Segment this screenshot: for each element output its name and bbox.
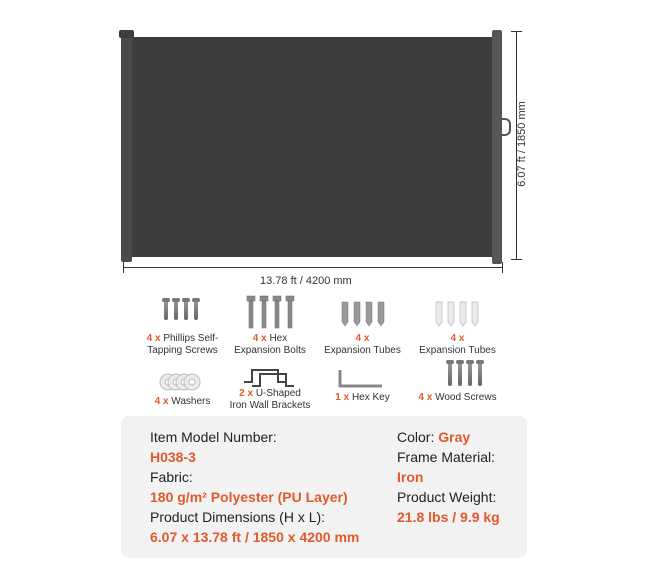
hex-expansion-bolts-icon	[244, 294, 296, 330]
spec-color-row	[397, 427, 522, 447]
awning-fabric	[132, 37, 494, 257]
part-name: Hex	[269, 333, 288, 344]
part-qty: 2 x	[239, 388, 254, 399]
part-hex-expansion-bolts	[225, 333, 315, 357]
spec-color-label: Color:	[397, 429, 435, 445]
part-name: Wood Screws	[435, 392, 497, 403]
part-phillips-screws	[135, 333, 230, 357]
spec-fabric-label: Fabric:	[150, 469, 193, 485]
washers-icon	[158, 372, 204, 392]
part-qty: 1 x	[335, 392, 350, 403]
width-dimension-cap-left	[123, 262, 124, 273]
part-expansion-tubes-white	[410, 333, 505, 357]
hex-key-icon	[336, 368, 386, 390]
height-dimension-cap-top	[511, 31, 522, 32]
expansion-tubes-white-icon	[434, 300, 480, 328]
pull-handle	[497, 118, 511, 136]
part-u-shaped-brackets	[220, 388, 320, 412]
spec-right-column	[397, 427, 522, 527]
spec-weight-label: Product Weight:	[397, 489, 497, 505]
width-dimension-line	[124, 267, 502, 268]
spec-frame-label: Frame Material:	[397, 449, 496, 465]
part-name-line2: Expansion Tubes	[324, 345, 401, 356]
part-name-line2: Tapping Screws	[147, 345, 218, 356]
part-name-line2: Expansion Bolts	[234, 345, 306, 356]
phillips-screws-icon	[160, 298, 200, 324]
u-shaped-brackets-icon	[240, 364, 300, 388]
part-name-line2: Expansion Tubes	[419, 345, 496, 356]
part-name-line2: Iron Wall Brackets	[229, 400, 311, 411]
part-name: Washers	[171, 396, 211, 407]
spec-model-label: Item Model Number:	[150, 429, 277, 445]
spec-left-column	[150, 427, 390, 547]
height-dimension-cap-bottom	[511, 259, 522, 260]
part-washers	[135, 396, 230, 408]
width-dimension-cap-right	[502, 262, 503, 273]
spec-color-value: Gray	[438, 429, 471, 445]
awning-cassette	[492, 30, 502, 264]
spec-dims-label: Product Dimensions (H x L):	[150, 509, 326, 525]
spec-fabric-value: 180 g/m² Polyester (PU Layer)	[150, 489, 348, 505]
part-expansion-tubes-gray	[315, 333, 410, 357]
wood-screws-icon	[444, 360, 484, 388]
part-hex-key	[315, 392, 410, 404]
part-name: Phillips Self-	[163, 333, 219, 344]
part-qty: 4 x	[355, 333, 370, 344]
part-name: U-Shaped	[255, 388, 301, 399]
spec-weight-value: 21.8 lbs / 9.9 kg	[397, 509, 500, 525]
part-qty: 4 x	[146, 333, 161, 344]
height-dimension-label: 6.07 ft / 1850 mm	[516, 101, 528, 187]
part-qty: 4 x	[450, 333, 465, 344]
part-qty: 4 x	[418, 392, 433, 403]
part-name: Hex Key	[351, 392, 390, 403]
left-post	[121, 32, 132, 262]
spec-model-value: H038-3	[150, 449, 196, 465]
width-dimension-label: 13.78 ft / 4200 mm	[260, 275, 352, 287]
spec-frame-value: Iron	[397, 469, 424, 485]
part-qty: 4 x	[154, 396, 169, 407]
spec-dims-value: 6.07 x 13.78 ft / 1850 x 4200 mm	[150, 529, 360, 545]
part-qty: 4 x	[252, 333, 267, 344]
part-wood-screws	[410, 392, 505, 404]
expansion-tubes-gray-icon	[340, 300, 386, 328]
